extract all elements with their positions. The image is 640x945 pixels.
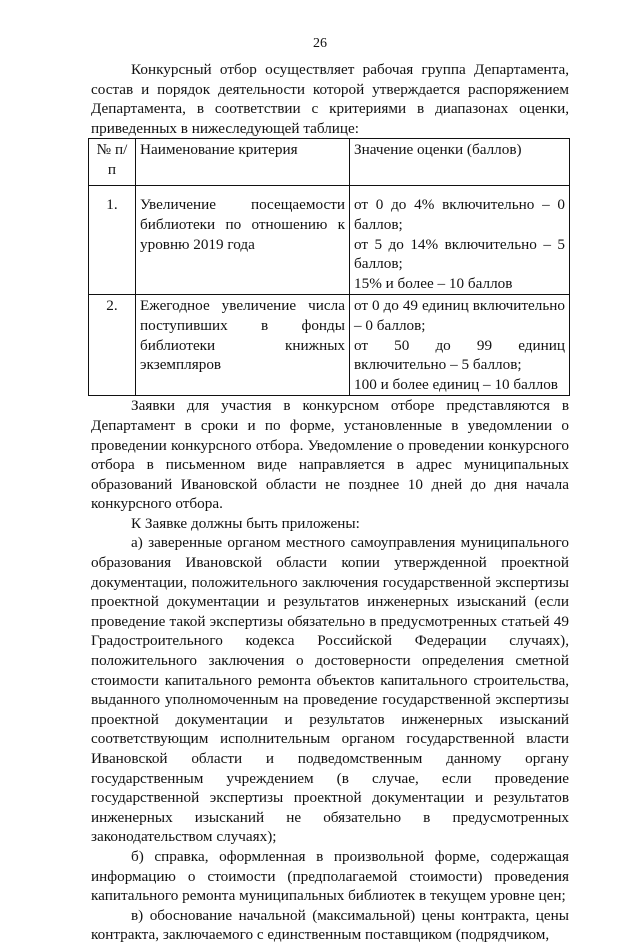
criteria-table bbox=[88, 138, 570, 396]
body-paragraph: б) справка, оформленная в произвольной форме, содержащая информацию о стоимости (предполагаемой стоимости) проведения капитального ремонта муниципальных библиотек в текущем уровне цен; bbox=[91, 847, 569, 905]
header-score: Значение оценки (баллов) bbox=[350, 139, 570, 186]
score-value: 100 и более единиц – 10 баллов bbox=[354, 375, 558, 393]
page-number: 26 bbox=[313, 36, 327, 51]
row-score-values bbox=[350, 295, 570, 396]
body-paragraph: К Заявке должны быть приложены: bbox=[131, 514, 360, 532]
body-paragraph: Заявки для участия в конкурсном отборе представляются в Департамент в сроки и по форме, установленные в уведомлении о проведении конкурсного отбора. Уведомление о проведении конкурсного отбора в письменном виде направляется в адрес муниципальных образований Ивановской области не позднее 10 дней до дня начала конкурсного отбора. bbox=[91, 397, 569, 513]
body-paragraph: а) заверенные органом местного самоуправления муниципального образования Ивановской области копии утвержденной проектной документации, положительного заключения государственной экспертизы проектной документации и результатов инженерных изысканий (если проведение такой экспертизы обязательно в предусмотренных статьей 49 Градостроительного кодекса Российской Федерации случаях), положительного заключения о достоверности определения сметной стоимости капитального ремонта объектов капитального строительства, выданного уполномоченным на проведение государственной экспертизы проектной документации и результатов инженерных изысканий соответствующим исполнительным органом государственной власти Ивановской области и подведомственным данному органу государственным учреждением (в случае, если проведение государственной экспертизы проектной документации и результатов инженерных изысканий не обязательно в предусмотренных законодательством случаях); bbox=[91, 534, 569, 846]
table-row bbox=[89, 186, 570, 295]
score-value: от 0 до 49 единиц включительно – 0 баллов; bbox=[354, 297, 565, 334]
body-paragraph: в) обоснование начальной (максимальной) цены контракта, цены контракта, заключаемого с единственным поставщиком (подрядчиком, bbox=[91, 906, 569, 944]
row-number: 1. bbox=[89, 186, 136, 295]
table-row bbox=[89, 295, 570, 396]
table-header-row bbox=[89, 139, 570, 186]
header-criterion: Наименование критерия bbox=[136, 139, 350, 186]
row-criterion: Ежегодное увеличение числа поступивших в фонды библиотеки книжных экземпляров bbox=[136, 295, 350, 396]
header-number: № п/п bbox=[89, 139, 136, 186]
row-criterion: Увеличение посещаемости библиотеки по отношению к уровню 2019 года bbox=[136, 186, 350, 295]
score-value: 15% и более – 10 баллов bbox=[354, 274, 513, 292]
score-value: от 50 до 99 единиц включительно – 5 баллов; bbox=[354, 336, 565, 374]
intro-paragraph: Конкурсный отбор осуществляет рабочая группа Департамента, состав и порядок деятельности которой утверждается распоряжением Департамента, в соответствии с критериями в диапазонах оценки, приведенных в нижеследующей таблице: bbox=[91, 61, 569, 137]
document-body bbox=[91, 60, 569, 945]
row-score-values bbox=[350, 186, 570, 295]
row-number: 2. bbox=[89, 295, 136, 396]
score-value: от 5 до 14% включительно – 5 баллов; bbox=[354, 235, 565, 273]
score-value: от 0 до 4% включительно – 0 баллов; bbox=[354, 196, 565, 233]
